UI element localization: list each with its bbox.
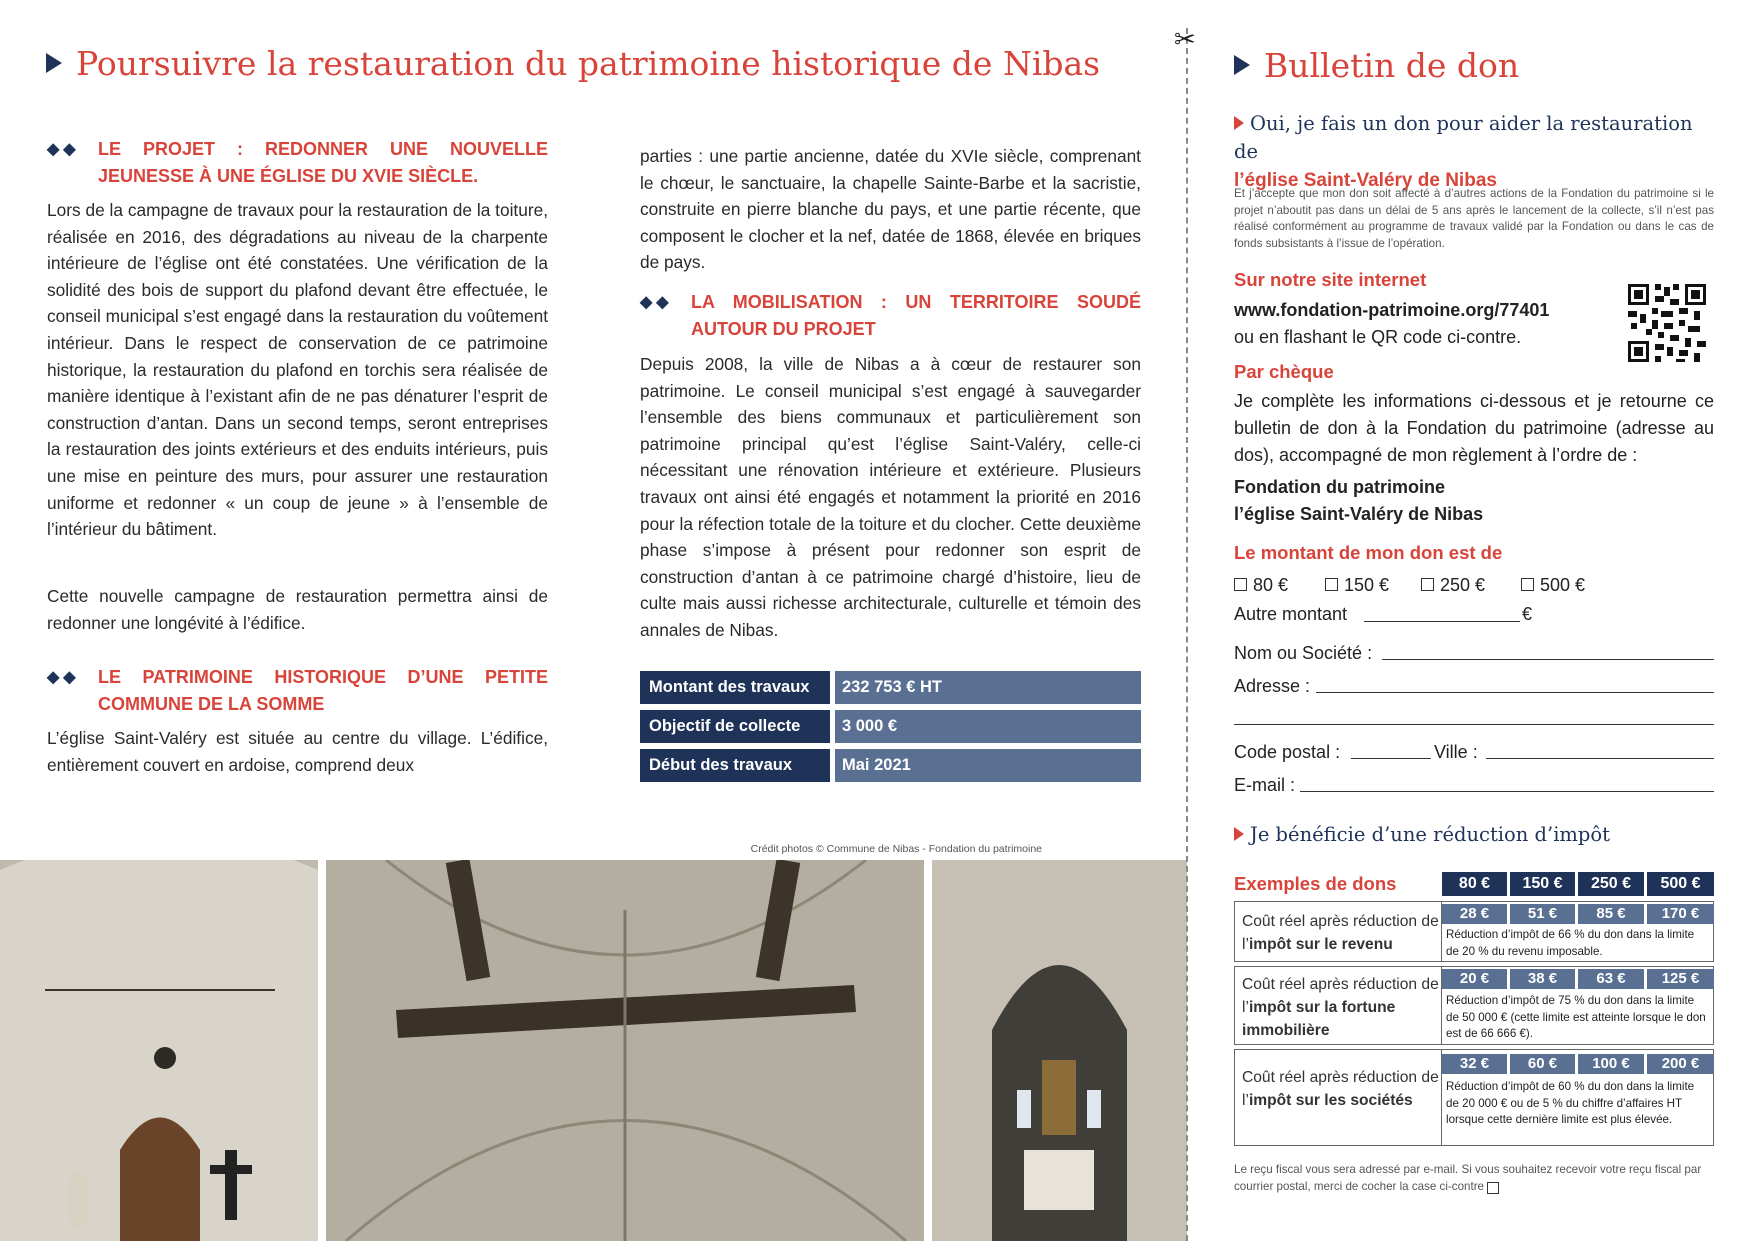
address-field[interactable] [1316,692,1714,693]
bulletin-title: Bulletin de don [1234,46,1519,85]
address-field-line-2[interactable] [1234,724,1714,725]
example-amount-80: 80 € [1442,872,1507,896]
tax-row-revenu-label: Coût réel après réduction de l’impôt sur le revenu [1242,913,1439,953]
paragraph-mobilisation: Depuis 2008, la ville de Nibas a à cœur de restaurer son patrimoine. Le conseil municipal s’est engagé à sauvegarder l’ensemble des biens communaux et particulièrement son patrimoine principal qu’est l’église Saint-Valéry, celle-ci nécessitant une rénovation intérieure et extérieure. Plusieurs travaux ont ainsi été engagés et notamment la priorité en 2016 pour la réfection totale de la toiture et du clocher. Cette deuxième phase s’impose à présent pour redonner son esprit de construction d’antan à ce patrimoine chargé d’histoire, lieu de culte mais aussi richesse architecturale, culturelle et témoin des annales de Nibas. [640,354,1141,640]
section-heading-mobilisation: ◆◆ LA MOBILISATION : UN TERRITOIRE SOUDÉ AUTOUR DU PROJET [640,289,1141,343]
bulletin-subtitle: Oui, je fais un don pour aider la restauration de l’église Saint-Valéry de Nibas [1234,112,1693,191]
cheque-text: Je complète les informations ci-dessous et je retourne ce bulletin de don à la Fondation du patrimoine (adresse au dos), accompagné de mon règlement à l’ordre de : [1234,391,1714,465]
postal-code-field[interactable] [1351,758,1431,759]
email-field[interactable] [1300,791,1714,792]
cost-ifi-150: 38 € [1510,969,1575,989]
tax-row-societes-note: Réduction d’impôt de 60 % du don dans la limite de 20 000 € ou de 5 % du chiffre d’affaires HT lorsque cette dernière limite est plus élevée. [1446,1080,1695,1127]
info-row-montant: Montant des travaux 232 753 € HT [640,671,1141,704]
section-heading-patrimoine: ◆◆ LE PATRIMOINE HISTORIQUE D’UNE PETITE COMMUNE DE LA SOMME [47,664,548,718]
cost-societes-80: 32 € [1442,1054,1507,1074]
name-label: Nom ou Société : [1234,643,1373,663]
example-amount-150: 150 € [1510,872,1575,896]
other-amount-currency: € [1522,604,1533,624]
photo-credit: Crédit photos © Commune de Nibas - Fondation du patrimoine [750,843,1042,855]
photo-church-nave-wall [0,860,318,1241]
receipt-note: Le reçu fiscal vous sera adressé par e-mail. Si vous souhaitez recevoir votre reçu fiscal par courrier postal, merci de cocher la case ci-contre [1234,1163,1702,1193]
section-heading-projet: ◆◆ LE PROJET : REDONNER UNE NOUVELLE JEUNESSE À UNE ÉGLISE DU XVIE SIÈCLE. [47,136,548,190]
title-triangle-icon [1234,55,1250,75]
amount-option-150[interactable]: 150 € [1325,572,1389,599]
diamond-bullet-icon: ◆◆ [47,669,80,686]
name-field[interactable] [1382,659,1714,660]
cost-ifi-250: 63 € [1578,969,1644,989]
paragraph-projet-2: Cette nouvelle campagne de restauration permettra ainsi de redonner une longévité à l’édifice. [47,586,548,633]
examples-heading: Exemples de dons [1234,873,1397,894]
email-label: E-mail : [1234,775,1296,795]
web-heading: Sur notre site internet [1234,269,1427,290]
amount-option-500[interactable]: 500 € [1521,572,1585,599]
red-triangle-icon [1234,116,1244,130]
web-qr-text: ou en flashant le QR code ci-contre. [1234,327,1522,347]
amount-heading: Le montant de mon don est de [1234,542,1503,563]
bulletin-project-name: l’église Saint-Valéry de Nibas [1234,170,1497,191]
cheque-heading: Par chèque [1234,361,1334,382]
example-amount-250: 250 € [1578,872,1644,896]
cost-revenu-500: 170 € [1647,904,1714,924]
cost-ifi-80: 20 € [1442,969,1507,989]
page-title: Poursuivre la restauration du patrimoine historique de Nibas [46,44,1100,83]
scissors-icon: ✂ [1174,24,1196,54]
tax-row-ifi-note: Réduction d’impôt de 75 % du don dans la limite de 50 000 € (cette limite est atteinte lorsque le don est de 66 666 €). [1446,994,1706,1041]
city-label: Ville : [1434,742,1478,762]
web-url-link[interactable]: www.fondation-patrimoine.org/77401 [1234,300,1550,320]
tax-row-ifi-label: Coût réel après réduction de l’impôt sur la fortune immobilière [1242,976,1439,1039]
cost-societes-250: 100 € [1578,1054,1644,1074]
cost-societes-150: 60 € [1510,1054,1575,1074]
bulletin-disclaimer: Et j’accepte que mon don soit affecté à d’autres actions de la Fondation du patrimoine si le projet n’aboutit pas dans un délai de 5 ans après le lancement de la collecte, s’il n’est pas réalisé conformément au programme de travaux validé par la Fondation ou dans le cas de fonds subsistants à l’issue de l’opération. [1234,187,1714,250]
postal-receipt-checkbox[interactable] [1487,1182,1499,1194]
tax-heading: Je bénéficie d’une réduction d’impôt [1234,823,1610,846]
paragraph-patrimoine-1: L’église Saint-Valéry est située au centre du village. L’édifice, entièrement couvert en ardoise, comprend deux [47,728,548,775]
other-amount-field[interactable] [1364,621,1520,622]
paragraph-patrimoine-2: parties : une partie ancienne, datée du XVIe siècle, comprenant le chœur, le sanctuaire, la chapelle Sainte-Barbe et la sacristie, construite en pierre blanche du pays, et une partie récente, que composent le clocher et la nef, datée de 1868, élevée en briques de pays. [640,146,1141,273]
example-amount-500: 500 € [1647,872,1714,896]
postal-code-label: Code postal : [1234,742,1341,762]
qr-code-drawing [1628,284,1706,362]
tax-row-societes-label: Coût réel après réduction de l’impôt sur les sociétés [1242,1069,1439,1109]
city-field[interactable] [1486,758,1714,759]
cut-line-separator [1186,28,1188,1241]
checkbox[interactable] [1421,578,1434,591]
cost-societes-500: 200 € [1647,1054,1714,1074]
cost-revenu-80: 28 € [1442,904,1507,924]
photo-church-choir [932,860,1187,1241]
tax-row-revenu-note: Réduction d’impôt de 66 % du don dans la limite de 20 % du revenu imposable. [1446,928,1695,958]
info-row-objectif: Objectif de collecte 3 000 € [640,710,1141,743]
cost-ifi-500: 125 € [1647,969,1714,989]
checkbox[interactable] [1325,578,1338,591]
photo-drawing [326,860,924,1241]
diamond-bullet-icon: ◆◆ [47,141,80,158]
address-label: Adresse : [1234,676,1311,696]
paragraph-projet-1: Lors de la campagne de travaux pour la restauration de la toiture, réalisée en 2016, des dégradations au niveau de la charpente intérieure de l’église ont été constatées. Une vérification de la solidité des bois de support du plafond devant être effectuée, le conseil municipal s’est engagé dans la restauration du voûtement intérieur. Dans le respect de conservation de ce patrimoine historique, la restauration du plafond en torchis sera réalisée de manière identique à l’existant afin de ne pas dénaturer l’esprit de construction d’antan. Dans un second temps, seront entreprises la restauration des joints extérieurs et des enduits intérieurs, puis une mise en peinture des murs, pour assurer une restauration uniforme et redonner « un coup de jeune » à l’ensemble de l’intérieur du bâtiment. [47,200,548,540]
amount-option-80[interactable]: 80 € [1234,572,1288,599]
payee-line-1: Fondation du patrimoine [1234,477,1445,497]
red-triangle-icon [1234,827,1244,841]
other-amount-label: Autre montant [1234,604,1348,624]
checkbox[interactable] [1521,578,1534,591]
title-triangle-icon [46,53,62,73]
diamond-bullet-icon: ◆◆ [640,294,673,311]
cost-revenu-250: 85 € [1578,904,1644,924]
photo-church-ceiling [326,860,924,1241]
info-row-debut: Début des travaux Mai 2021 [640,749,1141,782]
amount-option-250[interactable]: 250 € [1421,572,1485,599]
checkbox[interactable] [1234,578,1247,591]
payee-line-2: l’église Saint-Valéry de Nibas [1234,504,1484,524]
cost-revenu-150: 51 € [1510,904,1575,924]
photo-drawing [932,860,1187,1241]
photo-drawing [0,860,318,1241]
qr-code-icon[interactable] [1628,284,1706,367]
